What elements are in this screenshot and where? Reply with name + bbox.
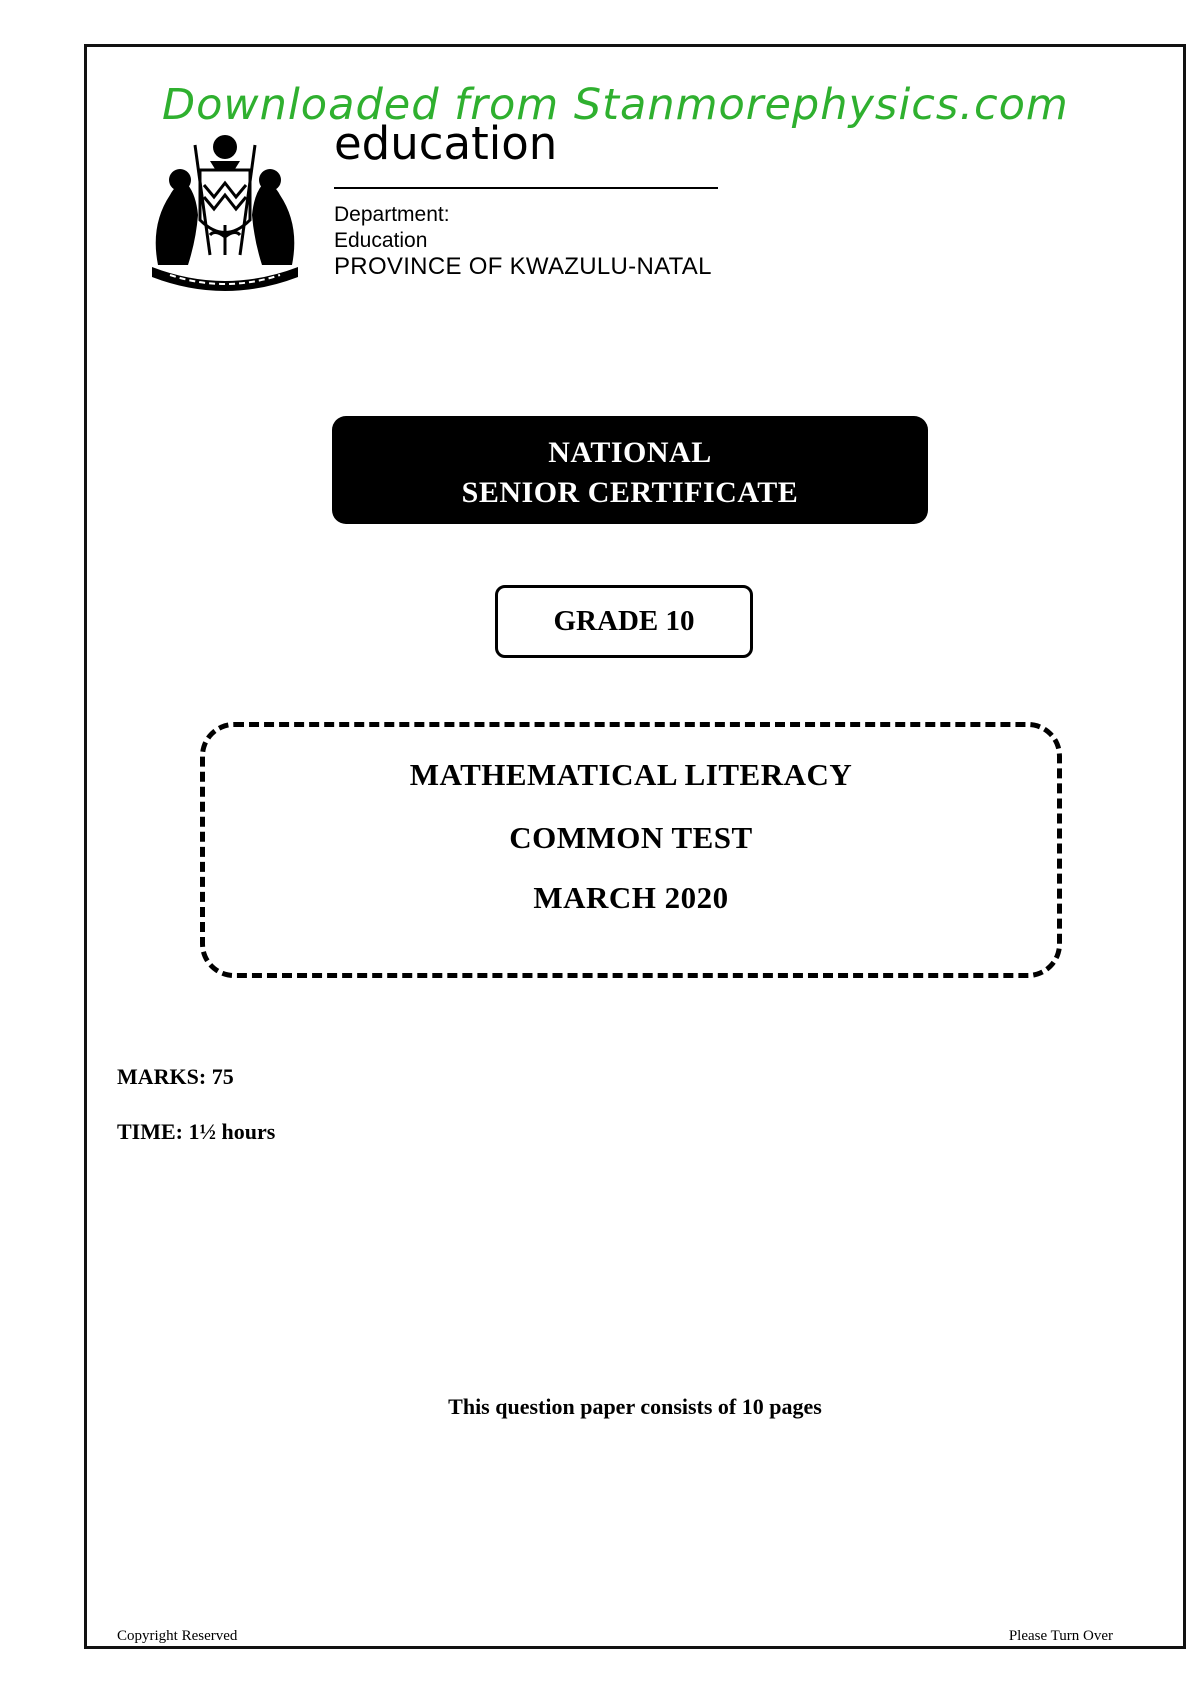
kzn-coat-of-arms-icon [140,125,310,295]
education-heading: education [334,117,558,170]
certificate-banner [332,416,928,524]
marks-label: MARKS: 75 [117,1064,234,1089]
heading-rule [334,187,718,189]
test-name: COMMON TEST [509,820,753,855]
watermark-text: Downloaded from Stanmorephysics.com [162,80,1069,130]
time-label: TIME: 1½ hours [117,1119,276,1144]
certificate-line-2: SENIOR CERTIFICATE [461,476,799,509]
subject-box [200,722,1062,978]
department-label: Department: [334,203,450,226]
test-date: MARCH 2020 [533,880,729,915]
certificate-line-1: NATIONAL [548,436,712,469]
subject-name: MATHEMATICAL LITERACY [409,757,853,792]
education-label: Education [334,229,428,252]
province-label: PROVINCE OF KWAZULU-NATAL [334,253,712,280]
grade-box: GRADE 10 [495,585,753,658]
footer-copyright: Copyright Reserved [117,1628,238,1644]
department-block [334,202,712,280]
footer-turn-over: Please Turn Over [1008,1628,1113,1644]
pages-note: This question paper consists of 10 pages [448,1394,822,1419]
